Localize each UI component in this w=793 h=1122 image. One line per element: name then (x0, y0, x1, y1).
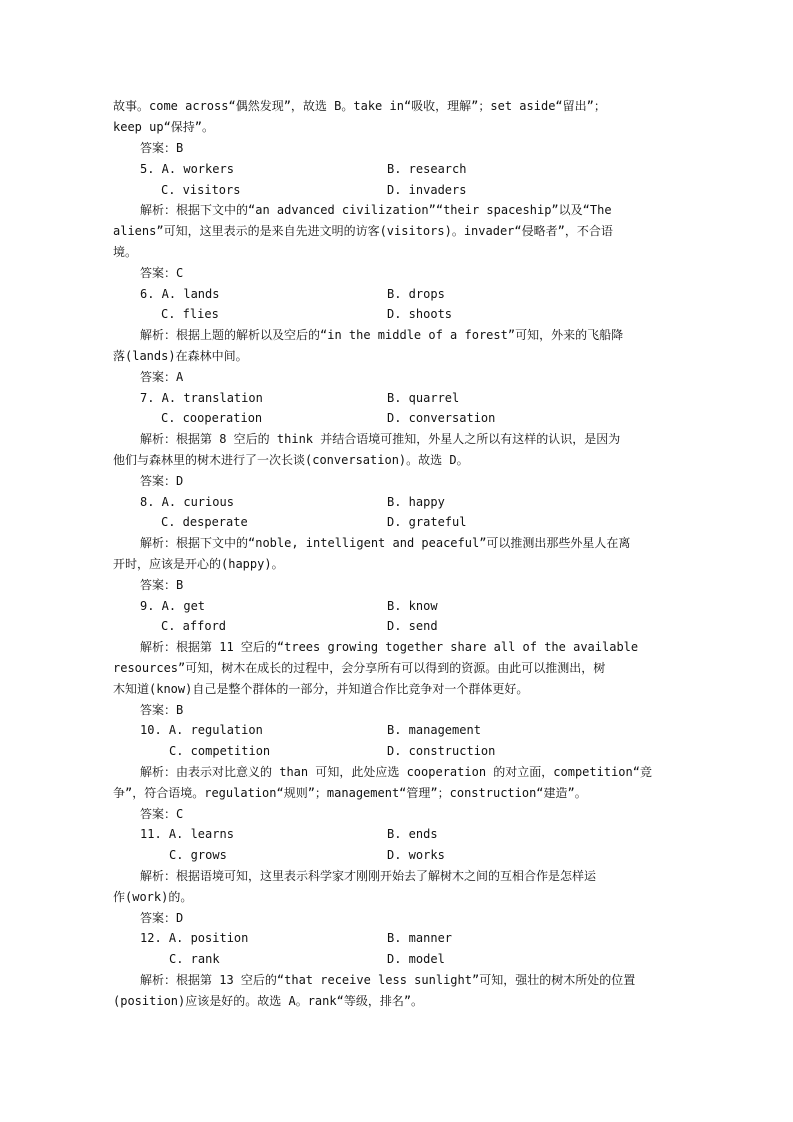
q9-option-c: C. afford (161, 619, 227, 633)
q12-option-d: D. model (387, 952, 445, 966)
q9-option-a: 9. A. get (140, 599, 206, 613)
q6-option-a: 6. A. lands (140, 287, 220, 301)
q8-option-b: B. happy (387, 495, 445, 509)
q7-option-a: 7. A. translation (140, 391, 263, 405)
q8-explanation-1: 解析：根据下文中的“noble, intelligent and peaceful”可以推测出那些外星人在离 (140, 536, 631, 550)
q9-explanation-3: 木知道(know)自己是整个群体的一部分，并知道合作比竞争对一个群体更好。 (113, 682, 529, 696)
q8-answer: 答案：B (140, 578, 184, 592)
q5-explanation-1: 解析：根据下文中的“an advanced civilization”“their spaceship”以及“The (140, 203, 612, 217)
q9-answer: 答案：B (140, 703, 184, 717)
answer-intro: 答案：B (140, 141, 184, 155)
q6-option-c: C. flies (161, 307, 219, 321)
q8-option-c: C. desperate (161, 515, 248, 529)
q11-option-d: D. works (387, 848, 445, 862)
q7-explanation-1: 解析：根据第 8 空后的 think 并结合语境可推知，外星人之所以有这样的认识，是因为 (140, 432, 621, 446)
q7-option-b: B. quarrel (387, 391, 460, 405)
q5-option-c: C. visitors (161, 183, 241, 197)
q7-option-d: D. conversation (387, 411, 496, 425)
intro-line-1-text: 故事。come across“偶然发现”，故选 B。take in“吸收，理解”；set aside“留出”； (113, 99, 606, 113)
q6-explanation-2: 落(lands)在森林中间。 (113, 349, 248, 363)
q7-option-c: C. cooperation (161, 411, 263, 425)
q5-answer: 答案：C (140, 266, 184, 280)
q11-option-b: B. ends (387, 827, 438, 841)
q5-option-d: D. invaders (387, 183, 467, 197)
q11-answer: 答案：D (140, 911, 184, 925)
q9-explanation-2: resources”可知，树木在成长的过程中，会分享所有可以得到的资源。由此可以推测出，树 (113, 661, 606, 675)
q5-explanation-3: 境。 (113, 245, 138, 259)
q11-option-a: 11. A. learns (140, 827, 234, 841)
q6-option-b: B. drops (387, 287, 445, 301)
q10-option-d: D. construction (387, 744, 496, 758)
q10-answer: 答案：C (140, 807, 184, 821)
q7-explanation-2: 他们与森林里的树木进行了一次长谈(conversation)。故选 D。 (113, 453, 469, 467)
q8-option-a: 8. A. curious (140, 495, 234, 509)
q10-option-b: B. management (387, 723, 481, 737)
q9-option-b: B. know (387, 599, 438, 613)
intro-line-1 (113, 96, 671, 116)
q10-option-a: 10. A. regulation (140, 723, 263, 737)
q12-explanation-2: (position)应该是好的。故选 A。rank“等级，排名”。 (113, 994, 424, 1008)
q12-option-c: C. rank (169, 952, 220, 966)
q6-answer: 答案：A (140, 370, 184, 384)
q10-explanation-1: 解析：由表示对比意义的 than 可知，此处应选 cooperation 的对立面，competition“竞 (140, 765, 652, 779)
q12-option-a: 12. A. position (140, 931, 249, 945)
q6-explanation-1: 解析：根据上题的解析以及空后的“in the middle of a forest”可知，外来的飞船降 (140, 328, 624, 342)
q11-explanation-1: 解析：根据语境可知，这里表示科学家才刚刚开始去了解树木之间的互相合作是怎样运 (140, 869, 597, 883)
q8-option-d: D. grateful (387, 515, 467, 529)
q9-option-d: D. send (387, 619, 438, 633)
q5-option-b: B. research (387, 162, 467, 176)
q8-explanation-2: 开时，应该是开心的(happy)。 (113, 557, 284, 571)
q10-option-c: C. competition (169, 744, 271, 758)
q6-option-d: D. shoots (387, 307, 453, 321)
q12-explanation-1: 解析：根据第 13 空后的“that receive less sunlight”可知，强壮的树木所处的位置 (140, 973, 636, 987)
q12-option-b: B. manner (387, 931, 453, 945)
q11-option-c: C. grows (169, 848, 227, 862)
q9-explanation-1: 解析：根据第 11 空后的“trees growing together share all of the available (140, 640, 639, 654)
q11-explanation-2: 作(work)的。 (113, 890, 193, 904)
intro-line-2: keep up“保持”。 (113, 120, 215, 134)
q5-option-a: 5. A. workers (140, 162, 234, 176)
q10-explanation-2: 争”，符合语境。regulation“规则”；management“管理”；construction“建造”。 (113, 786, 587, 800)
q7-answer: 答案：D (140, 474, 184, 488)
q5-explanation-2: aliens”可知，这里表示的是来自先进文明的访客(visitors)。invader“侵略者”，不合语 (113, 224, 613, 238)
